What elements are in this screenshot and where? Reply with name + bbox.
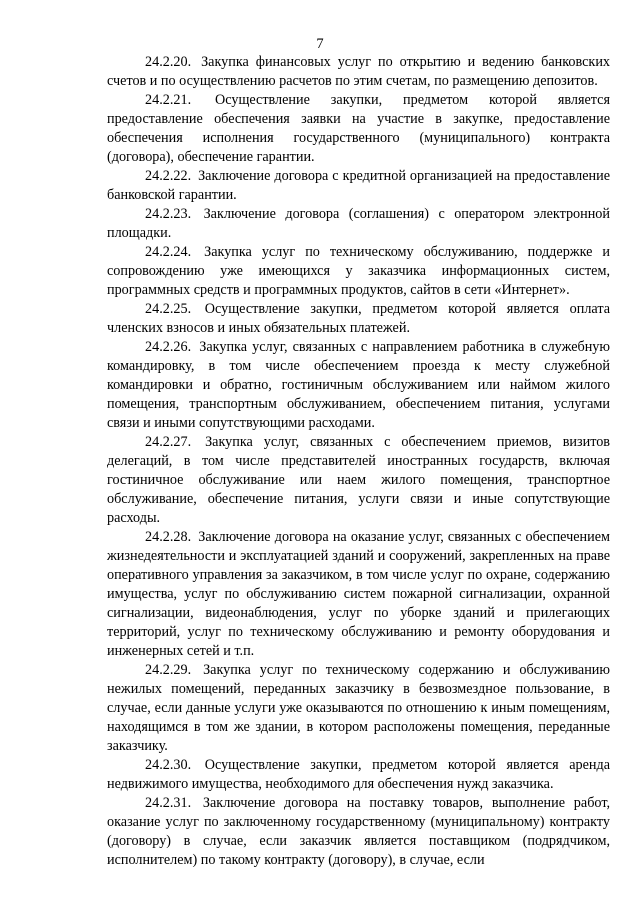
clause-number: 24.2.23. bbox=[145, 206, 192, 222]
clause-number: 24.2.28. bbox=[145, 529, 192, 545]
clause-text: Закупка финансовых услуг по открытию и ведению банковских счетов и по осуществлению расчетов по этим счетам, по размещению депозитов. bbox=[107, 54, 611, 89]
clause-text: Заключение договора на поставку товаров, выполнение работ, оказание услуг по заключенному государственному (муниципальному) контракту (договору) в случае, если заказчик является поставщиком (подрядчиком, исполнителем) по такому контракту (договору), в случае, если bbox=[107, 795, 610, 868]
clause-text: Закупка услуг, связанных с направлением работника в служебную командировку, в том числе обеспечением проезда к месту служебной командировки и обратно, гостиничным обслуживанием или наймом жилого помещения, транспортным обслуживанием, обеспечением питания, услугами связи и иными сопутствующими расходами. bbox=[107, 339, 611, 431]
clause-text: Заключение договора с кредитной организацией на предоставление банковской гарантии. bbox=[107, 168, 610, 203]
paragraph-24-2-28 bbox=[107, 528, 610, 661]
clause-text: Заключение договора на оказание услуг, связанных с обеспечением жизнедеятельности и эксплуатацией зданий и сооружений, закрепленных на праве оперативного управления за заказчиком, в том числе услуг по охране, содержанию имущества, услуг по обслуживанию систем пожарной сигнализации, охранной сигнализации, видеонаблюдения, услуг по уборке зданий и прилегающих территорий, услуг по техническому обслуживанию и ремонту оборудования и инженерных сетей и т.п. bbox=[107, 529, 611, 659]
clause-text: Закупка услуг, связанных с обеспечением приемов, визитов делегаций, в том числе представителей иностранных государств, включая гостиничное обслуживание или наем жилого помещения, транспортное обслуживание, обеспечение питания, услуги связи и иные сопутствующие расходы. bbox=[107, 434, 610, 526]
clause-text: Закупка услуг по техническому содержанию и обслуживанию нежилых помещений, переданных заказчику в безвозмездное пользование, в случае, если данные услуги уже оказываются по отношению к иным помещениям, находящимся в том же здании, в котором расположены помещения, переданные заказчику. bbox=[107, 662, 610, 754]
paragraph-24-2-31 bbox=[107, 794, 610, 870]
clause-text: Закупка услуг по техническому обслуживанию, поддержке и сопровождению уже имеющихся у заказчика информационных систем, программных средств и программных продуктов, сайтов в сети «Интернет». bbox=[107, 244, 610, 298]
clause-number: 24.2.22. bbox=[145, 168, 192, 184]
paragraph-24-2-26 bbox=[107, 338, 610, 433]
paragraph-24-2-30 bbox=[107, 756, 610, 794]
paragraph-24-2-22 bbox=[107, 167, 610, 205]
clause-text: Осуществление закупки, предметом которой является оплата членских взносов и иных обязательных платежей. bbox=[107, 301, 610, 336]
clause-number: 24.2.20. bbox=[145, 54, 192, 70]
clause-text: Осуществление закупки, предметом которой является аренда недвижимого имущества, необходимого для обеспечения нужд заказчика. bbox=[107, 757, 610, 792]
document-body bbox=[107, 53, 610, 870]
clause-number: 24.2.25. bbox=[145, 301, 192, 317]
paragraph-24-2-29 bbox=[107, 661, 610, 756]
paragraph-24-2-27 bbox=[107, 433, 610, 528]
clause-number: 24.2.21. bbox=[145, 92, 192, 108]
paragraph-24-2-25 bbox=[107, 300, 610, 338]
clause-number: 24.2.27. bbox=[145, 434, 192, 450]
clause-number: 24.2.30. bbox=[145, 757, 192, 773]
paragraph-24-2-24 bbox=[107, 243, 610, 300]
clause-number: 24.2.26. bbox=[145, 339, 192, 355]
clause-text: Осуществление закупки, предметом которой является предоставление обеспечения заявки на участие в закупке, предоставление обеспечения исполнения государственного (муниципального) контракта (договора), обеспечение гарантии. bbox=[107, 92, 611, 165]
clause-number: 24.2.29. bbox=[145, 662, 192, 678]
clause-text: Заключение договора (соглашения) с оператором электронной площадки. bbox=[107, 206, 610, 241]
page-number: 7 bbox=[316, 36, 324, 52]
paragraph-24-2-23 bbox=[107, 205, 610, 243]
paragraph-24-2-21 bbox=[107, 91, 610, 167]
clause-number: 24.2.31. bbox=[145, 795, 192, 811]
paragraph-24-2-20 bbox=[107, 53, 610, 91]
clause-number: 24.2.24. bbox=[145, 244, 192, 260]
